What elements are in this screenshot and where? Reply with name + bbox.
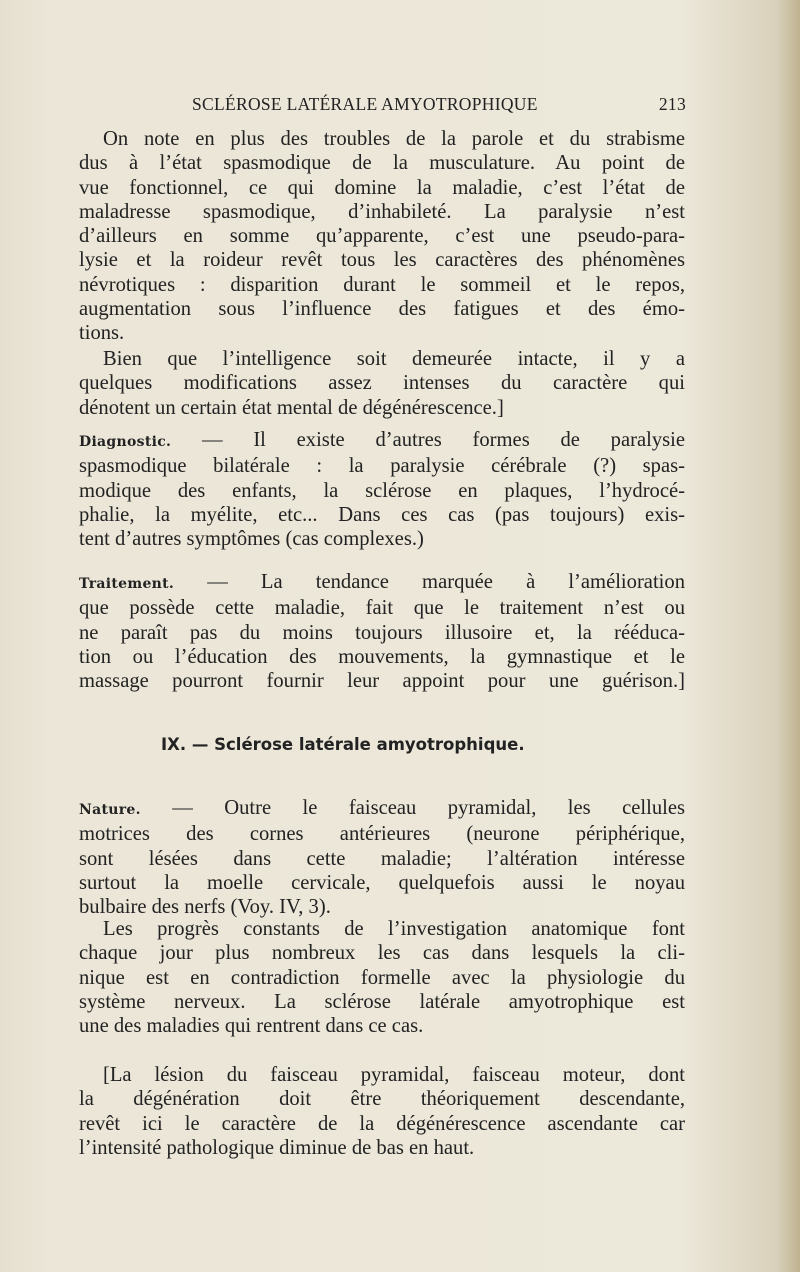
text-line xyxy=(79,570,685,596)
running-header xyxy=(192,94,686,118)
text-line: On note en plus des troubles de la parole et du strabisme xyxy=(103,128,685,150)
text-line: tion ou l’éducation des mouvements, la gymnastique et le xyxy=(79,645,685,668)
text-line-rest: — Outre le faisceau pyramidal, les cellules xyxy=(140,797,685,819)
text-line: lysie et la roideur revêt tous les caractères des phénomènes xyxy=(79,249,685,272)
text-line: que possède cette maladie, fait que le traitement n’est ou xyxy=(79,597,685,620)
text-line: tions. xyxy=(79,322,125,345)
text-line: maladresse spasmodique, d’inhabileté. La paralysie n’est xyxy=(79,200,685,223)
text-line: tent d’autres symptômes (cas complexes.) xyxy=(79,528,424,551)
paragraph-diagnostic xyxy=(79,428,685,551)
text-line: surtout la moelle cervicale, quelquefois aussi le noyau xyxy=(79,871,685,894)
text-line: phalie, la myélite, etc... Dans ces cas (pas toujours) exis- xyxy=(79,503,685,526)
text-line: bulbaire des nerfs (Voy. IV, 3). xyxy=(79,896,331,919)
text-line: dénotent un certain état mental de dégénérescence.] xyxy=(79,396,504,419)
text-line: sont lésées dans cette maladie; l’altération intéresse xyxy=(79,847,685,870)
text-line: quelques modifications assez intenses du caractère qui xyxy=(79,372,685,395)
running-title: SCLÉROSE LATÉRALE AMYOTROPHIQUE xyxy=(192,94,538,114)
text-line: augmentation sous l’influence des fatigues et des émo- xyxy=(79,298,685,321)
paragraph-treatment xyxy=(79,570,685,693)
text-line: massage pourront fournir leur appoint pour une guérison.] xyxy=(79,670,685,693)
text-line xyxy=(79,796,685,822)
text-line: la dégénération doit être théoriquement descendante, xyxy=(79,1088,685,1111)
text-line xyxy=(79,428,685,454)
diagnostic-lead: Diagnostic. xyxy=(79,434,172,450)
text-line: Bien que l’intelligence soit demeurée intacte, il y a xyxy=(103,348,685,370)
text-line: motrices des cornes antérieures (neurone périphérique, xyxy=(79,823,685,846)
paragraph-investigation xyxy=(79,917,685,1038)
text-line: modique des enfants, la sclérose en plaques, l’hydrocé- xyxy=(79,479,685,502)
text-line: nique est en contradiction formelle avec la physiologie du xyxy=(79,966,685,989)
text-line: dus à l’état spasmodique de la musculature. Au point de xyxy=(79,152,685,175)
text-line: revêt ici le caractère de la dégénérescence ascendante car xyxy=(79,1112,685,1135)
paragraph-symptoms xyxy=(79,127,685,346)
text-line: chaque jour plus nombreux les cas dans lesquels la cli- xyxy=(79,942,685,965)
text-line: spasmodique bilatérale : la paralysie cérébrale (?) spas- xyxy=(79,455,685,478)
text-line: [La lésion du faisceau pyramidal, faisceau moteur, dont xyxy=(103,1064,685,1086)
text-line: l’intensité pathologique diminue de bas en haut. xyxy=(79,1136,475,1159)
text-line: d’ailleurs en somme qu’apparente, c’est une pseudo-para- xyxy=(79,225,685,248)
text-line: ne paraît pas du moins toujours illusoire et, la rééduca- xyxy=(79,621,685,644)
nature-lead: Nature. xyxy=(79,802,141,818)
text-line: vue fonctionnel, ce qui domine la maladie, c’est l’état de xyxy=(79,176,685,199)
text-line-rest: — Il existe d’autres formes de paralysie xyxy=(171,429,685,451)
page-number: 213 xyxy=(658,94,686,114)
paragraph-lesion xyxy=(79,1063,685,1160)
text-line: névrotiques : disparition durant le sommeil et le repos, xyxy=(79,273,685,296)
text-line-rest: — La tendance marquée à l’amélioration xyxy=(174,571,685,593)
text-line: Les progrès constants de l’investigation anatomique font xyxy=(103,918,685,940)
treatment-lead: Traitement. xyxy=(79,576,175,592)
text-line: système nerveux. La sclérose latérale amyotrophique est xyxy=(79,990,685,1013)
text-line: une des maladies qui rentrent dans ce cas. xyxy=(79,1015,424,1038)
paragraph-mental-state xyxy=(79,347,685,420)
section-heading: IX. — Sclérose latérale amyotrophique. xyxy=(161,735,525,754)
paragraph-nature xyxy=(79,796,685,919)
